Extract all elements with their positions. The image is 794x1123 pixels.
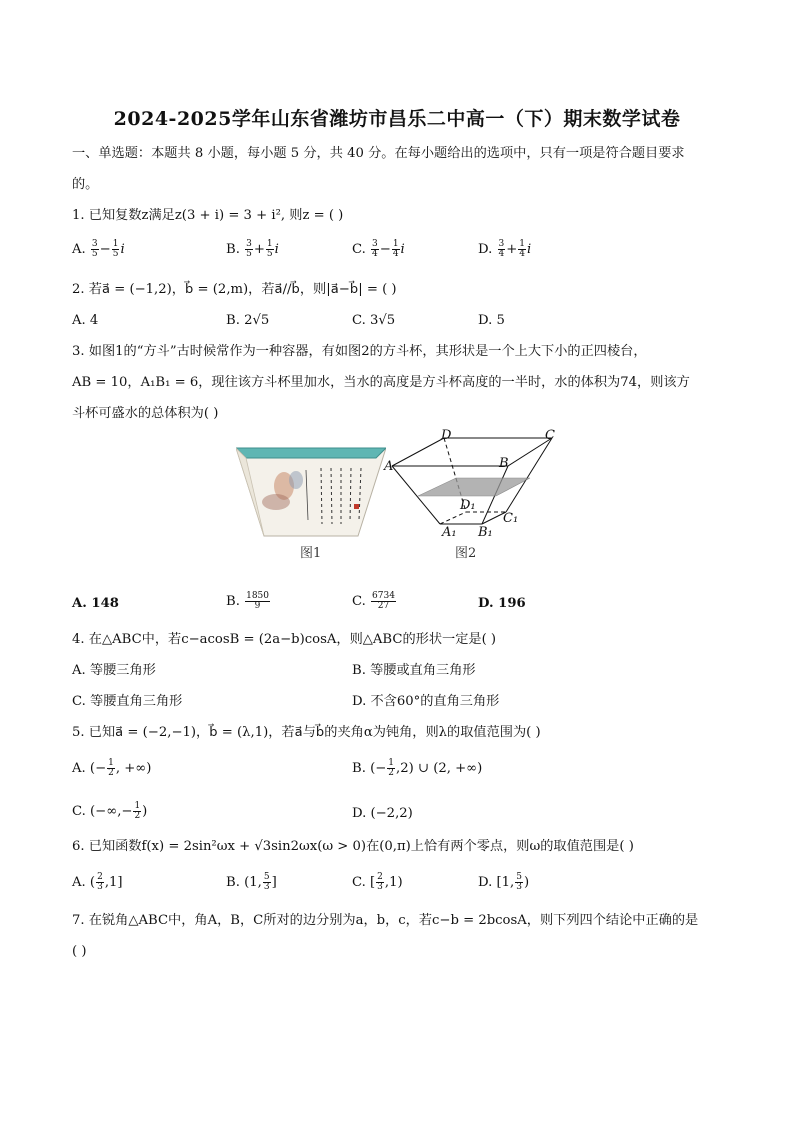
option-label: D. <box>478 242 493 257</box>
fraction <box>263 873 271 892</box>
q4-option-c: C. 等腰直角三角形 <box>72 694 183 709</box>
numerator: 1850 <box>246 591 269 601</box>
denominator: 5 <box>266 249 273 259</box>
q4-option-d: D. 不含60°的直角三角形 <box>352 694 500 709</box>
operator: + <box>253 242 265 257</box>
numerator: 1 <box>519 239 526 249</box>
fraction <box>133 802 141 821</box>
interval-start: (− <box>370 761 387 776</box>
q4-option-b: B. 等腰或直角三角形 <box>352 663 476 678</box>
numerator: 1 <box>392 239 399 249</box>
denominator: 4 <box>392 249 399 259</box>
q1-option-c <box>352 240 405 259</box>
interval-end: ] <box>271 875 277 890</box>
figure-1-caption: 图1 <box>300 546 322 561</box>
option-label: C. <box>352 594 366 609</box>
denominator: 2 <box>388 768 395 778</box>
numerator: 2 <box>97 872 103 882</box>
q1-option-b <box>226 240 279 259</box>
imaginary-unit: i <box>120 242 125 257</box>
option-label: A. <box>72 242 86 257</box>
q3-line-2: AB = 10，A₁B₁ = 6，现往该方斗杯里加水，当水的高度是方斗杯高度的一半时，水的体积为74，则该方 <box>72 375 690 390</box>
fraction <box>376 873 384 892</box>
fangdou-cup-photo <box>236 440 386 540</box>
numerator: 1 <box>112 239 119 249</box>
option-label: B. <box>226 875 240 890</box>
q3-line-1: 3. 如图1的“方斗”古时候常作为一种容器，有如图2的方斗杯，其形状是一个上大下小的正四棱台， <box>72 344 647 359</box>
q3-option-b <box>226 592 271 611</box>
q7-line-2: ( ) <box>72 944 87 959</box>
q5-option-d: D. (−2,2) <box>352 806 413 821</box>
q5-option-b <box>352 759 482 778</box>
imaginary-unit: i <box>527 242 532 257</box>
label-c: C <box>545 428 555 443</box>
q3-line-3: 斗杯可盛水的总体积为( ) <box>72 406 219 421</box>
q6-option-c <box>352 873 403 892</box>
interval-start: [ <box>370 875 376 890</box>
numerator: 3 <box>246 239 252 249</box>
denominator: 2 <box>134 811 141 821</box>
operator: − <box>99 242 111 257</box>
label-d1: D₁ <box>460 498 476 513</box>
numerator: 3 <box>91 239 98 249</box>
section-heading-line-1: 一、单选题：本题共 8 小题，每小题 5 分，共 40 分。在每小题给出的选项中，只有一项是符合题目要求 <box>72 146 685 161</box>
label-b: B <box>499 456 509 471</box>
option-label: C. <box>72 804 86 819</box>
label-a: A <box>384 459 394 474</box>
fraction <box>498 240 506 259</box>
q6-option-d <box>478 873 529 892</box>
operator: − <box>379 242 391 257</box>
numerator: 1 <box>134 801 141 811</box>
option-label: D. <box>478 875 493 890</box>
denominator: 9 <box>254 601 261 611</box>
q3-option-d: D. 196 <box>478 596 526 611</box>
denominator: 5 <box>246 249 252 259</box>
denominator: 27 <box>377 601 390 611</box>
fraction <box>112 240 120 259</box>
fraction <box>392 240 400 259</box>
option-label: B. <box>226 242 240 257</box>
fraction <box>518 240 526 259</box>
label-d: D <box>441 428 452 443</box>
option-label: B. <box>352 761 366 776</box>
interval-start: (1, <box>244 875 262 890</box>
denominator: 3 <box>516 882 522 892</box>
q2-option-c: C. 3√5 <box>352 313 396 328</box>
q2-option-b: B. 2√5 <box>226 313 270 328</box>
denominator: 3 <box>377 882 383 892</box>
q6-option-b <box>226 873 277 892</box>
q6-stem: 6. 已知函数f(x) = 2sin²ωx + √3sin2ωx(ω > 0)在(0,π)上恰有两个零点，则ω的取值范围是( ) <box>72 839 634 854</box>
denominator: 2 <box>108 768 114 778</box>
interval-start: (−∞,− <box>90 804 133 819</box>
q5-option-a <box>72 759 151 778</box>
interval-end: ,2) ∪ (2, +∞) <box>396 761 483 776</box>
option-label: A. <box>72 761 86 776</box>
fraction <box>515 873 523 892</box>
label-a1: A₁ <box>442 525 457 540</box>
fraction <box>245 240 253 259</box>
denominator: 3 <box>263 882 270 892</box>
denominator: 5 <box>112 249 119 259</box>
q4-option-a: A. 等腰三角形 <box>72 663 156 678</box>
q3-option-a: A. 148 <box>72 596 119 611</box>
q7-line-1: 7. 在锐角△ABC中，角A，B，C所对的边分别为a，b，c，若c−b = 2bcosA，则下列四个结论中正确的是 <box>72 913 699 928</box>
q6-option-a <box>72 873 123 892</box>
option-label: C. <box>352 242 366 257</box>
numerator: 5 <box>516 872 522 882</box>
denominator: 4 <box>519 249 526 259</box>
q2-option-a: A. 4 <box>72 313 99 328</box>
denominator: 3 <box>97 882 103 892</box>
fraction <box>107 759 115 778</box>
numerator: 1 <box>266 239 273 249</box>
operator: + <box>506 242 518 257</box>
q1-option-a <box>72 240 125 259</box>
interval-end: ) <box>523 875 530 890</box>
label-c1: C₁ <box>503 511 519 526</box>
numerator: 1 <box>388 758 395 768</box>
section-heading-line-2: 的。 <box>72 177 99 192</box>
imaginary-unit: i <box>274 242 279 257</box>
numerator: 6734 <box>372 591 395 601</box>
denominator: 5 <box>91 249 98 259</box>
fraction <box>371 592 396 611</box>
q2-stem: 2. 若a⃗ = (−1,2)，b⃗ = (2,m)，若a⃗//b⃗，则|a⃗−b⃗| = ( ) <box>72 282 397 297</box>
numerator: 1 <box>108 758 114 768</box>
interval-start: (− <box>89 761 107 776</box>
interval-end: ,1) <box>384 875 403 890</box>
interval-end: ,1] <box>104 875 123 890</box>
q1-stem: 1. 已知复数z满足z(3 + i) = 3 + i², 则z = ( ) <box>72 208 344 223</box>
q5-stem: 5. 已知a⃗ = (−2,−1)，b⃗ = (λ,1)，若a⃗与b⃗的夹角α为钝角，则λ的取值范围为( ) <box>72 725 541 740</box>
interval-end: ) <box>142 804 148 819</box>
q4-stem: 4. 在△ABC中，若c−acosB = (2a−b)cosA，则△ABC的形状一定是( ) <box>72 632 497 647</box>
interval-start: ( <box>89 875 96 890</box>
interval-start: [1, <box>496 875 515 890</box>
page-title: 2024-2025学年山东省潍坊市昌乐二中高一（下）期末数学试卷 <box>113 108 681 130</box>
fraction <box>245 592 270 611</box>
imaginary-unit: i <box>400 242 405 257</box>
q1-option-d <box>478 240 531 259</box>
numerator: 3 <box>372 239 378 249</box>
fraction <box>371 240 379 259</box>
option-label: C. <box>352 875 366 890</box>
numerator: 5 <box>263 872 270 882</box>
figure-2-caption: 图2 <box>455 546 477 561</box>
interval-end: , +∞) <box>115 761 152 776</box>
fraction <box>96 873 104 892</box>
fraction <box>266 240 274 259</box>
q3-option-c <box>352 592 397 611</box>
q2-option-d: D. 5 <box>478 313 505 328</box>
fraction <box>91 240 99 259</box>
numerator: 2 <box>377 872 383 882</box>
numerator: 3 <box>498 239 505 249</box>
denominator: 4 <box>372 249 378 259</box>
fraction <box>387 759 395 778</box>
option-label: B. <box>226 594 240 609</box>
frustum-diagram <box>384 426 564 542</box>
q5-option-c <box>72 802 147 821</box>
denominator: 4 <box>498 249 505 259</box>
label-b1: B₁ <box>478 525 493 540</box>
option-label: A. <box>72 875 86 890</box>
